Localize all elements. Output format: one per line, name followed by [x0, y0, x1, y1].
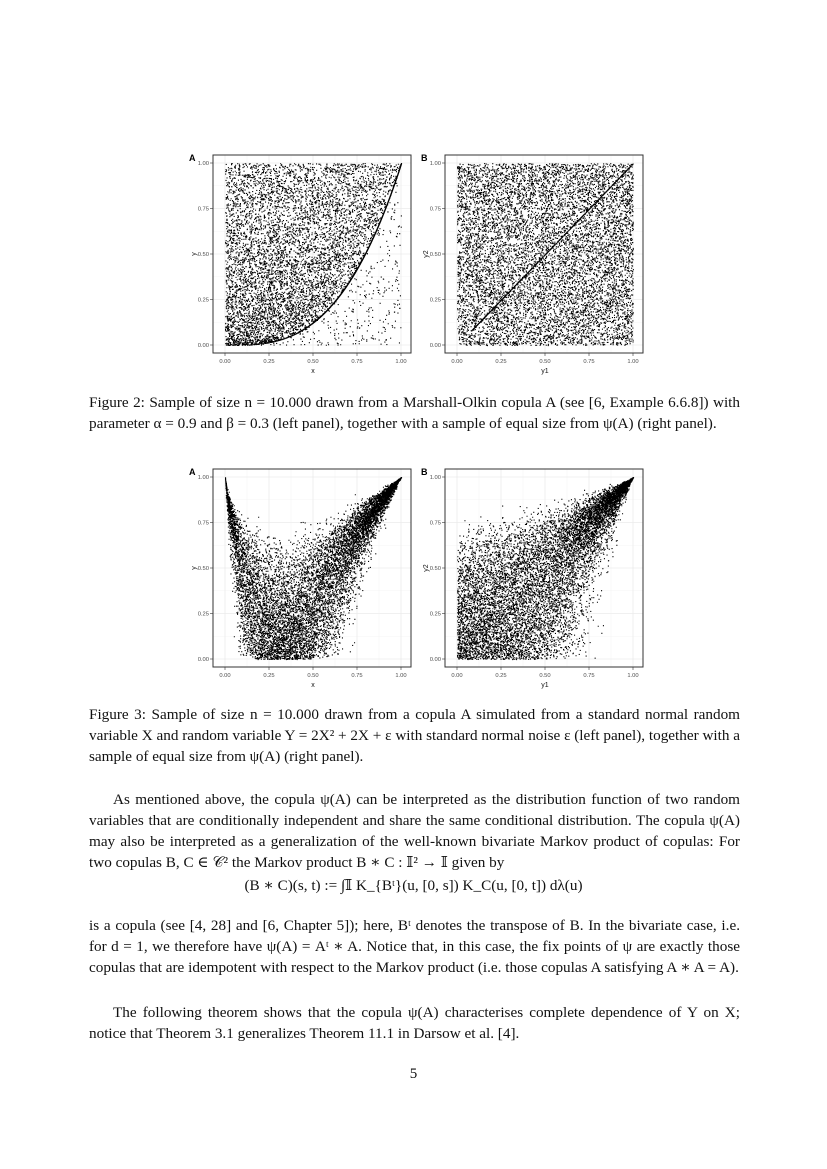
x-tick-label: 0.25 — [495, 359, 507, 365]
y-tick-label: 0.50 — [197, 252, 209, 258]
x-tick-label: 1.00 — [627, 359, 639, 365]
panel-tag: A — [189, 467, 196, 477]
scatter-panel-A — [189, 153, 411, 375]
y-tick-label: 0.25 — [429, 611, 441, 618]
x-tick-label: 0.50 — [539, 359, 551, 365]
x-tick-label: 0.75 — [583, 673, 595, 679]
paragraph-2: is a copula (see [4, 28] and [6, Chapter 5]); here, Bᵗ denotes the transpose of B. In the bivariate case, i.e. for d = 1, we therefore have ψ(A) = Aᵗ ∗ A. Notice that, in this case, the fix points of ψ are exactly those copulas that are idempotent with respect to the Markov product (i.e. those copulas A satisfying A ∗ A = A). — [89, 917, 740, 976]
scatter-panel-B — [421, 467, 643, 689]
x-axis-label: x — [311, 368, 315, 375]
y-axis-label: y — [191, 252, 198, 256]
x-tick-label: 0.50 — [539, 673, 551, 679]
y-axis-label: y2 — [423, 250, 430, 258]
x-tick-label: 0.00 — [219, 673, 231, 679]
y-tick-label: 0.50 — [429, 252, 441, 258]
x-tick-label: 0.75 — [351, 359, 363, 365]
y-tick-label: 0.25 — [429, 297, 441, 304]
x-tick-label: 0.50 — [307, 673, 319, 679]
x-axis-label: x — [311, 682, 315, 689]
y-tick-label: 0.00 — [429, 343, 441, 349]
panel-tag: A — [189, 153, 196, 163]
y-tick-label: 1.00 — [197, 475, 209, 481]
x-tick-label: 0.25 — [263, 359, 275, 365]
scatter-panel-A — [189, 467, 411, 689]
y-tick-label: 0.75 — [429, 206, 441, 213]
y-tick-label: 0.75 — [429, 520, 441, 527]
x-tick-label: 0.25 — [263, 673, 275, 679]
y-tick-label: 0.50 — [429, 566, 441, 572]
figure2-caption: Figure 2: Sample of size n = 10.000 drawn from a Marshall-Olkin copula A (see [6, Example 6.6.8]) with parameter α = 0.9 and β = 0.3 (left panel), together with a sample of equal size from ψ(A) (right panel). — [89, 394, 740, 432]
x-tick-label: 0.00 — [451, 359, 463, 365]
x-tick-label: 0.75 — [583, 359, 595, 365]
y-tick-label: 0.00 — [197, 657, 209, 663]
markov-product-equation: (B ∗ C)(s, t) := ∫𝕀 K_{Bᵗ}(u, [0, s]) K_C(u, [0, t]) dλ(u) — [244, 877, 583, 894]
x-axis-label: y1 — [541, 682, 549, 689]
panel-tag: B — [421, 153, 428, 163]
scatter-points — [457, 477, 634, 660]
x-tick-label: 1.00 — [395, 673, 407, 679]
y-tick-label: 0.25 — [197, 611, 209, 618]
y-tick-label: 1.00 — [197, 161, 209, 167]
y-tick-label: 0.75 — [197, 206, 209, 213]
x-tick-label: 0.25 — [495, 673, 507, 679]
x-tick-label: 1.00 — [627, 673, 639, 679]
y-tick-label: 1.00 — [429, 475, 441, 481]
paragraph-1: As mentioned above, the copula ψ(A) can be interpreted as the distribution function of two random variables that are conditionally independent and share the same conditional distribution. The copula ψ(A) may also be interpreted as a generalization of the well-known bivariate Markov product of copulas: For two copulas B, C ∈ 𝒞² the Markov product B ∗ C : 𝕀² → 𝕀 given by — [89, 791, 740, 871]
scatter-points — [225, 163, 402, 346]
y-tick-label: 0.50 — [197, 566, 209, 572]
paragraph-3: The following theorem shows that the copula ψ(A) characterises complete dependence of Y on X; notice that Theorem 3.1 generalizes Theorem 11.1 in Darsow et al. [4]. — [89, 1004, 740, 1042]
scatter-points — [457, 163, 634, 346]
y-tick-label: 0.25 — [197, 297, 209, 304]
y-tick-label: 0.00 — [429, 657, 441, 663]
scatter-panel-B — [421, 153, 643, 375]
page-number: 5 — [409, 1066, 418, 1082]
x-tick-label: 0.00 — [451, 673, 463, 679]
y-tick-label: 1.00 — [429, 161, 441, 167]
scatter-points — [225, 477, 402, 660]
figure3-caption: Figure 3: Sample of size n = 10.000 drawn from a copula A simulated from a standard normal random variable X and random variable Y = 2X² + 2X + ε with standard normal noise ε (left panel), together with a sample of equal size from ψ(A) (right panel). — [89, 706, 740, 765]
y-axis-label: y — [191, 566, 198, 570]
x-tick-label: 0.00 — [219, 359, 231, 365]
x-axis-label: y1 — [541, 368, 549, 375]
panel-tag: B — [421, 467, 428, 477]
x-tick-label: 0.75 — [351, 673, 363, 679]
y-axis-label: y2 — [423, 564, 430, 572]
y-tick-label: 0.75 — [197, 520, 209, 527]
y-tick-label: 0.00 — [197, 343, 209, 349]
x-tick-label: 0.50 — [307, 359, 319, 365]
x-tick-label: 1.00 — [395, 359, 407, 365]
